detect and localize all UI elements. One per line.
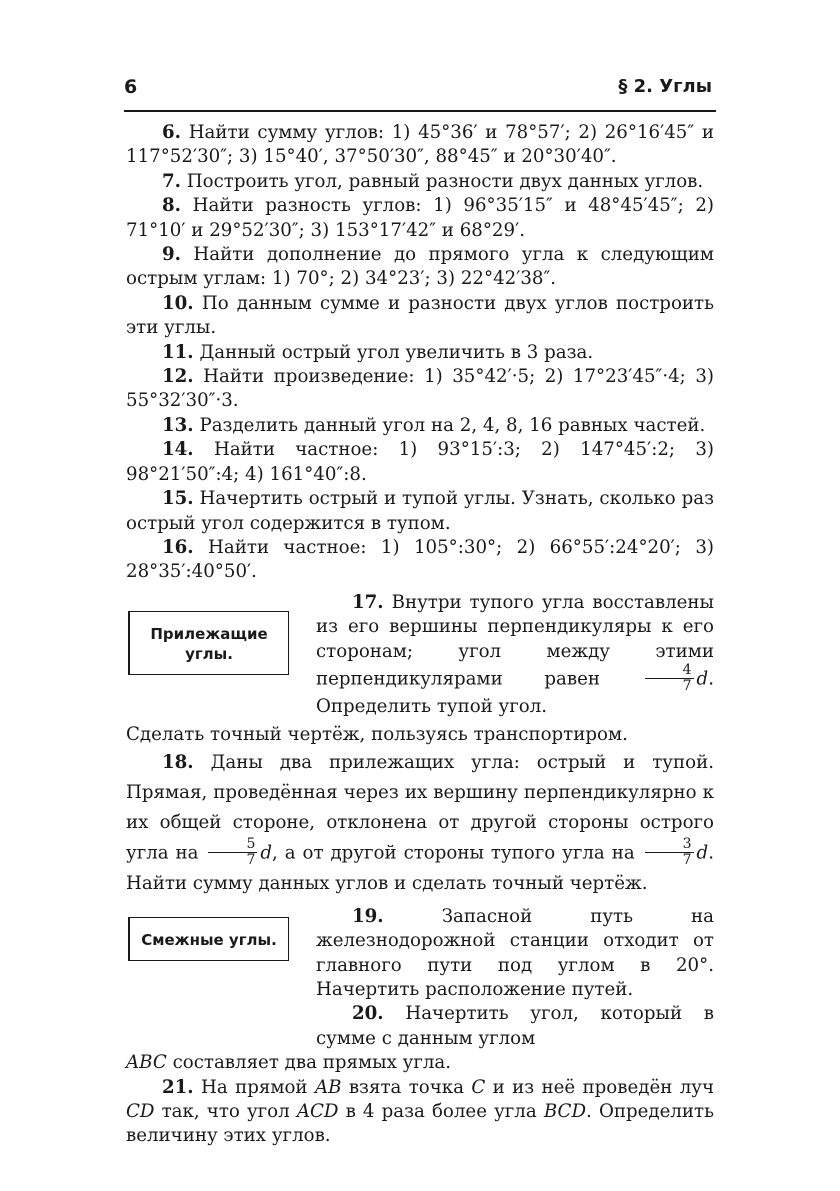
problem-20-start [316, 1002, 714, 1051]
variable-d: d [696, 842, 709, 864]
problem-number: 15. [162, 488, 194, 510]
problem-text: . Определить тупой угол. [316, 668, 714, 717]
problem-text: Найти частное: 1) 93°15′:3; 2) 147°45′:2; 3) 98°21′50″:4; 4) 161°40″:8. [126, 439, 714, 485]
problem-15 [126, 487, 714, 536]
problem-19-block [126, 905, 714, 1051]
problem-number: 20. [352, 1003, 384, 1025]
problem-16 [126, 536, 714, 585]
problem-number: 11. [162, 341, 194, 363]
fraction-denominator: 7 [246, 851, 256, 868]
problem-text: Разделить данный угол на 2, 4, 8, 16 равных частей. [199, 414, 706, 436]
problem-number: 18. [162, 751, 194, 773]
problem-text: так, что угол [161, 1101, 290, 1122]
problem-text: Внутри тупого угла восставлены из его вершины перпендикуляры к его сторонам; угол между этими перпендикулярами равен [316, 591, 714, 690]
sidebar-supplementary-angles: Смежные углы. [128, 917, 289, 961]
problem-number: 9. [162, 244, 181, 266]
fraction [645, 837, 694, 868]
problem-number: 14. [162, 439, 194, 461]
problem-21 [126, 1076, 714, 1149]
sidebar-adjacent-angles: Прилежащие углы. [128, 611, 289, 675]
problem-18 [126, 748, 714, 899]
header-rule [124, 110, 716, 112]
problem-17-continuation: Сделать точный чертёж, пользуясь транспортиром. [126, 724, 628, 746]
problem-6 [126, 121, 714, 170]
problem-17 [316, 591, 714, 720]
problem-number: 8. [162, 195, 181, 217]
angle-name: ABC [126, 1052, 167, 1074]
problem-text: . Определить величину этих углов. [126, 1101, 714, 1147]
problem-text: , а от другой стороны тупого угла на [272, 842, 635, 864]
problem-19 [316, 905, 714, 1051]
fraction-numerator: 4 [645, 663, 694, 679]
problem-number: 21. [162, 1076, 194, 1098]
problem-text: в 4 раза более угла [345, 1101, 537, 1122]
problem-14 [126, 438, 714, 487]
problem-9 [126, 243, 714, 292]
angle-name: ACD [296, 1101, 339, 1122]
problem-text: Найти произведение: 1) 35°42′·5; 2) 17°23′45″·4; 3) 55°32′30″·3. [126, 366, 714, 412]
problem-text: Даны два прилежащих угла: острый и тупой. Прямая, проведённая через их вершину перпендикулярно к их общей стороне, отклонена от другой стороны острого угла на [126, 751, 714, 864]
problem-text: взята точка [348, 1076, 464, 1098]
problem-12 [126, 365, 714, 414]
problem-17-block [126, 591, 714, 720]
problem-text: . Найти сумму данных углов и сделать точный чертёж. [126, 842, 714, 894]
variable-d: d [260, 842, 273, 864]
problem-number: 17. [352, 591, 384, 613]
problem-20-continuation [126, 1051, 714, 1075]
problem-7 [126, 170, 714, 194]
point-name: C [471, 1076, 486, 1098]
problem-13 [126, 414, 714, 438]
problem-text: На прямой [201, 1076, 308, 1098]
problem-text: Найти разность углов: 1) 96°35′15″ и 48°45′45″; 2) 71°10′ и 29°52′30″; 3) 153°17′42″ и 68°29′. [126, 195, 714, 241]
fraction-numerator: 3 [645, 837, 694, 853]
fraction [208, 837, 257, 868]
problem-number: 7. [162, 170, 181, 192]
fraction-numerator: 5 [208, 837, 257, 853]
problem-text: Начертить острый и тупой углы. Узнать, сколько раз острый угол содержится в тупом. [126, 488, 714, 534]
section-title: § 2. Углы [618, 76, 712, 97]
problem-number: 10. [162, 292, 194, 314]
problem-text: Запасной путь на железнодорожной станции отходит от главного пути под углом в 20°. Начертить расположение путей. [316, 905, 714, 1000]
page-number: 6 [124, 76, 138, 98]
sidebar-supplementary-wrap [126, 905, 316, 961]
problem-text: Начертить угол, который в сумме с данным углом [316, 1003, 714, 1049]
fraction-denominator: 7 [682, 677, 692, 694]
problem-text: Данный острый угол увеличить в 3 раза. [199, 341, 594, 363]
problem-text: Найти дополнение до прямого угла к следующим острым углам: 1) 70°; 2) 34°23′; 3) 22°42′38″. [126, 244, 714, 290]
problem-text: Построить угол, равный разности двух данных углов. [186, 170, 704, 192]
page-body [126, 121, 714, 1149]
problem-text: По данным сумме и разности двух углов построить эти углы. [126, 292, 714, 339]
fraction-denominator: 7 [682, 851, 692, 868]
problem-number: 6. [162, 122, 181, 143]
problem-text: Найти сумму углов: 1) 45°36′ и 78°57′; 2) 26°16′45″ и 117°52′30″; 3) 15°40′, 37°50′30″, 88°45″ и 20°30′40″. [126, 122, 714, 168]
problem-number: 16. [162, 536, 194, 558]
problem-text: и из неё проведён луч [492, 1076, 714, 1098]
line-name: AB [314, 1076, 342, 1098]
fraction [645, 663, 694, 694]
problem-number: 12. [162, 366, 194, 388]
problem-11 [126, 341, 714, 365]
problem-text: составляет два прямых угла. [172, 1052, 452, 1074]
problem-number: 13. [162, 414, 194, 436]
problem-number: 19. [352, 905, 384, 927]
sidebar-adjacent-wrap [126, 591, 316, 675]
problem-text: Найти частное: 1) 105°:30°; 2) 66°55′:24°20′; 3) 28°35′:40°50′. [126, 536, 714, 583]
problem-8 [126, 194, 714, 243]
ray-name: CD [126, 1101, 155, 1122]
variable-d: d [696, 668, 709, 690]
problem-10 [126, 292, 714, 341]
angle-name: BCD [543, 1101, 587, 1122]
